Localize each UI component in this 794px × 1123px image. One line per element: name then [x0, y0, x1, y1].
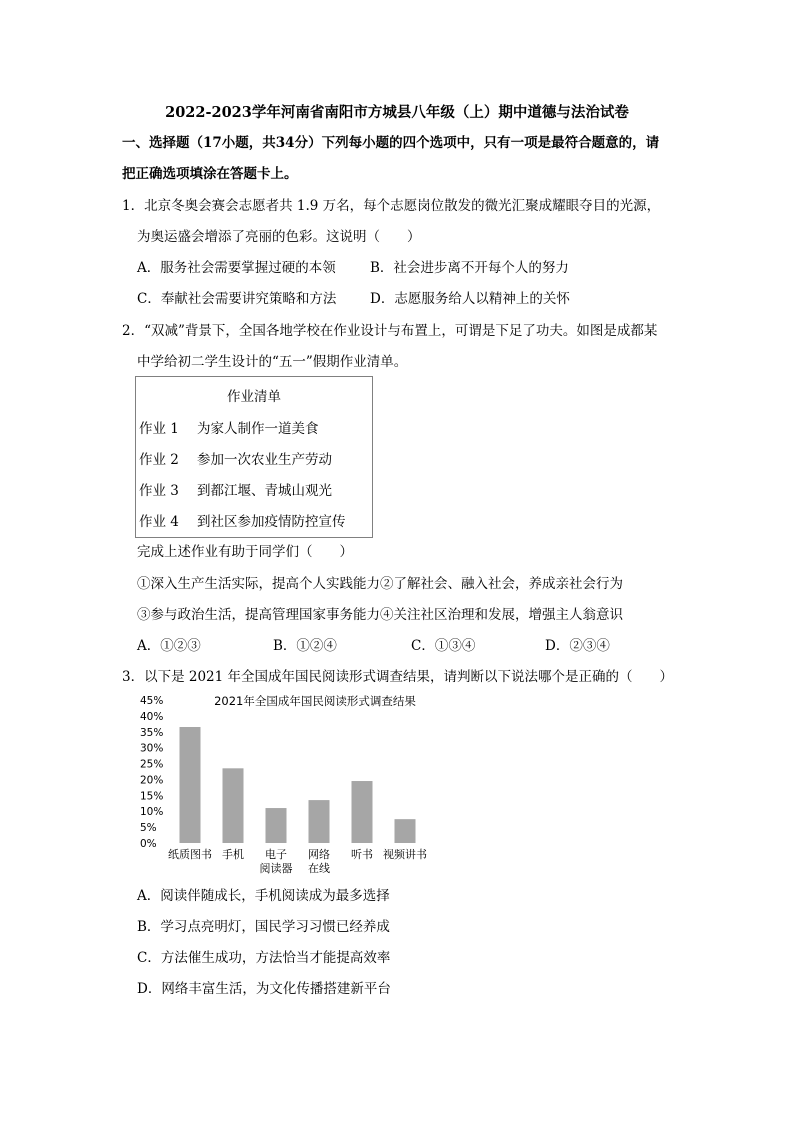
chart-bar: [352, 781, 373, 843]
q1-stem-line1: 1．北京冬奥会赛会志愿者共 1.9 万名，每个志愿岗位散发的微光汇聚成耀眼夺目的光源，: [122, 198, 661, 214]
chart-bar: [395, 819, 416, 843]
homework-row: [139, 417, 319, 437]
homework-list-table: [135, 376, 373, 538]
homework-row-key: 作业 4: [139, 514, 179, 530]
homework-row-value: 参加一次农业生产劳动: [197, 452, 332, 468]
chart-bar: [180, 727, 201, 843]
q2-statements-2: ③参与政治生活，提高管理国家事务能力④关注社区治理和发展，增强主人翁意识: [137, 607, 623, 623]
x-tick-label: 网络: [308, 848, 330, 861]
section-heading-line1: 一、选择题（17小题，共34分）下列每小题的四个选项中，只有一项是最符合题意的，请: [122, 135, 660, 151]
q3-option-c[interactable]: C．方法催生成功，方法恰当才能提高效率: [137, 950, 391, 966]
y-tick-label: 45%: [140, 695, 164, 707]
y-tick-label: 25%: [140, 758, 164, 771]
homework-row-key: 作业 3: [139, 483, 179, 499]
q3-stem: 3．以下是 2021 年全国成年国民阅读形式调查结果，请判断以下说法哪个是正确的（ ）: [122, 669, 674, 685]
q1-stem-line2: 为奥运盛会增添了亮丽的色彩。这说明（ ）: [137, 229, 421, 245]
y-tick-label: 0%: [140, 838, 157, 850]
q2-stem-line1: 2．“双减”背景下，全国各地学校在作业设计与布置上，可谓是下足了功夫。如图是成都某: [122, 323, 658, 339]
y-tick-label: 30%: [140, 742, 164, 755]
q3-option-a[interactable]: A．阅读伴随成长，手机阅读成为最多选择: [137, 888, 390, 904]
chart-title: 2021年全国成年国民阅读形式调查结果: [214, 694, 416, 708]
x-tick-label: 纸质图书: [168, 848, 212, 861]
homework-row: [139, 479, 332, 499]
q2-option-b[interactable]: B．①②④: [273, 638, 337, 654]
x-tick-label: 在线: [308, 862, 330, 875]
q2-option-d[interactable]: D．②③④: [545, 638, 610, 654]
chart-bar: [223, 768, 244, 843]
x-tick-label: 阅读器: [259, 862, 293, 875]
y-tick-label: 5%: [140, 822, 157, 835]
homework-row-value: 到社区参加疫情防控宣传: [197, 514, 346, 530]
q2-option-c[interactable]: C．①③④: [411, 638, 476, 654]
y-tick-label: 15%: [140, 790, 164, 803]
x-tick-label: 电子: [265, 848, 287, 861]
q3-option-b[interactable]: B．学习点亮明灯，国民学习习惯已经养成: [137, 919, 390, 935]
y-tick-label: 40%: [140, 710, 164, 723]
homework-row-key: 作业 2: [139, 452, 179, 468]
q1-option-b[interactable]: B．社会进步离不开每个人的努力: [370, 260, 569, 276]
y-tick-label: 35%: [140, 726, 164, 739]
reading-survey-bar-chart: [130, 688, 440, 883]
homework-row-key: 作业 1: [139, 421, 179, 437]
x-tick-label: 手机: [222, 848, 244, 861]
q2-statements-1: ①深入生产生活实际，提高个人实践能力②了解社会、融入社会，养成亲社会行为: [137, 576, 623, 592]
chart-bar: [309, 800, 330, 843]
q2-question: 完成上述作业有助于同学们（ ）: [137, 544, 353, 560]
y-tick-label: 10%: [140, 806, 164, 819]
y-tick-label: 20%: [140, 774, 164, 787]
q3-option-d[interactable]: D．网络丰富生活，为文化传播搭建新平台: [137, 981, 391, 997]
homework-row: [139, 448, 332, 468]
chart-bar: [266, 808, 287, 843]
paper-title: 2022-2023学年河南省南阳市方城县八年级（上）期中道德与法治试卷: [165, 104, 629, 121]
homework-row: [139, 510, 346, 530]
q2-stem-line2: 中学给初二学生设计的“五一”假期作业清单。: [137, 354, 408, 370]
homework-row-value: 到都江堰、青城山观光: [197, 483, 332, 499]
section-heading-line2: 把正确选项填涂在答题卡上。: [122, 166, 298, 182]
q1-option-c[interactable]: C．奉献社会需要讲究策略和方法: [137, 291, 337, 307]
q1-option-a[interactable]: A．服务社会需要掌握过硬的本领: [137, 260, 336, 276]
q1-option-d[interactable]: D．志愿服务给人以精神上的关怀: [370, 291, 570, 307]
x-tick-label: 听书: [351, 848, 373, 861]
homework-list-title: 作业清单: [227, 389, 281, 405]
x-tick-label: 视频讲书: [383, 848, 427, 861]
q2-option-a[interactable]: A．①②③: [137, 638, 201, 654]
homework-row-value: 为家人制作一道美食: [197, 421, 319, 437]
